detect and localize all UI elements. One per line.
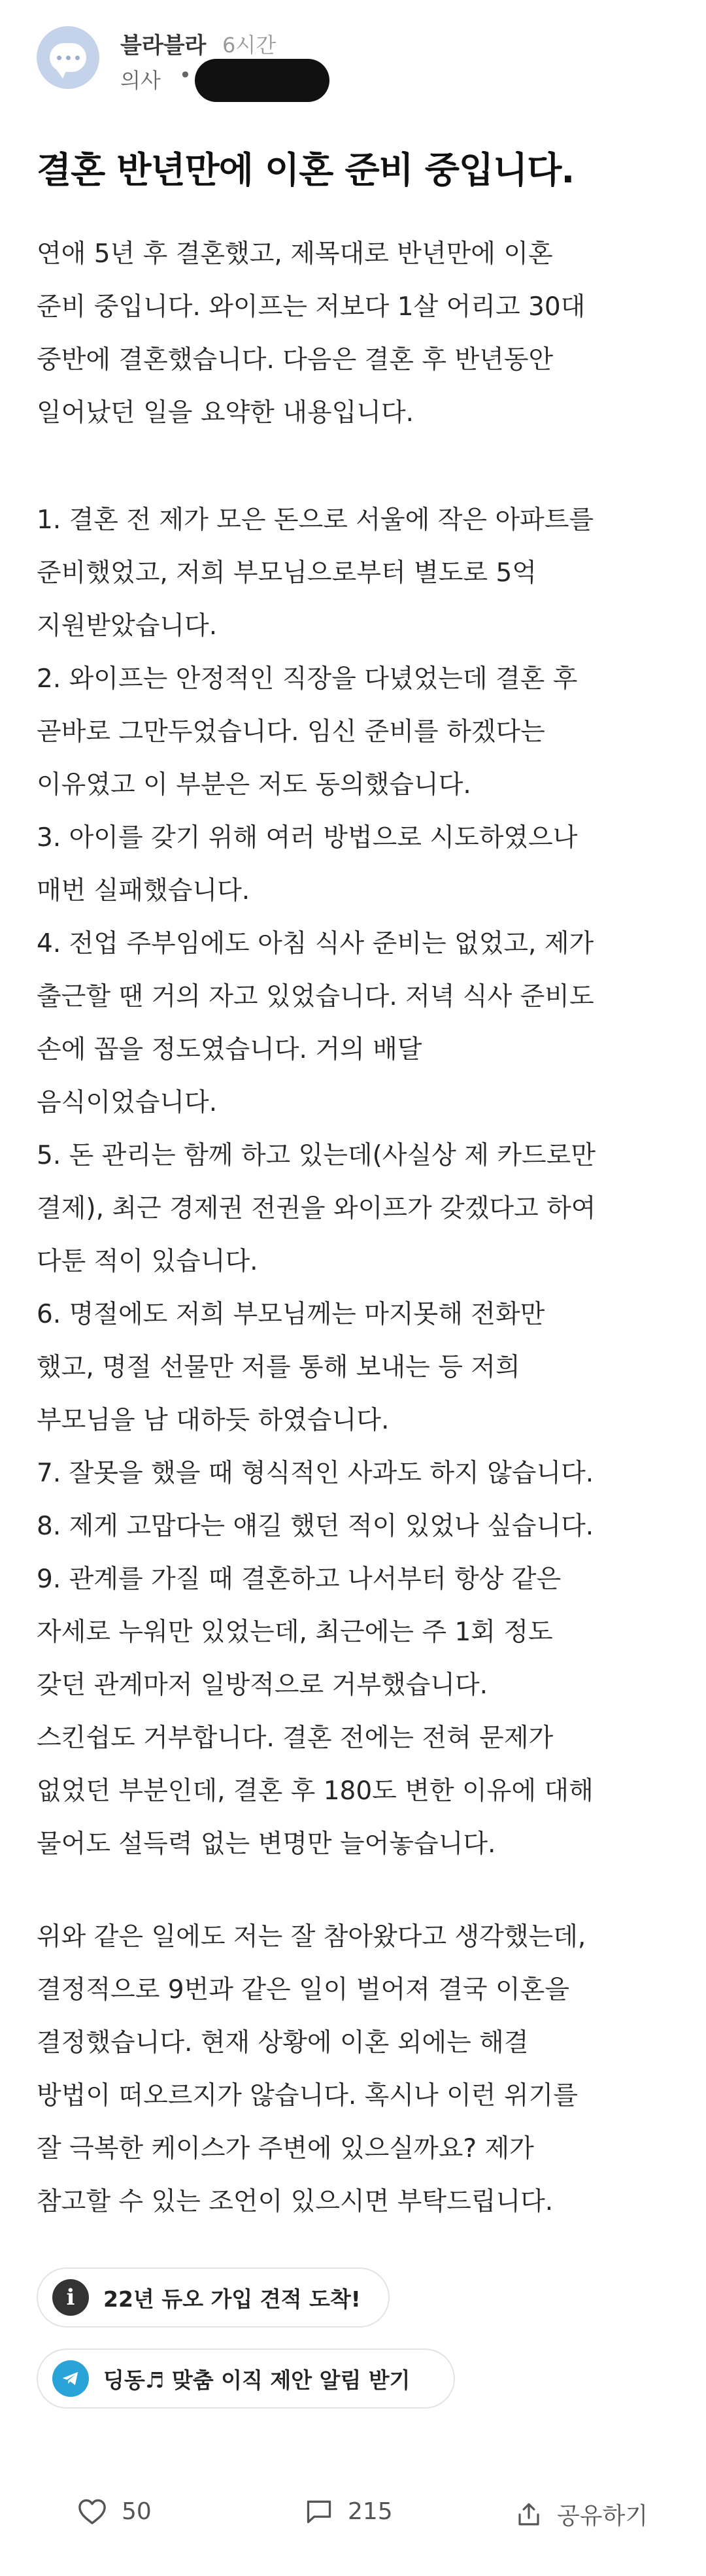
body-line: 곧바로 그만두었습니다. 임신 준비를 하겠다는 (37, 717, 545, 747)
comment-count: 215 (348, 2498, 393, 2525)
comment-icon (305, 2498, 333, 2525)
post-title: 결혼 반년만에 이혼 준비 중입니다. (37, 149, 575, 191)
body-line: 연애 5년 후 결혼했고, 제목대로 반년만에 이혼 (37, 239, 553, 269)
author-separator: • (179, 63, 192, 88)
post-intro (37, 228, 677, 439)
body-line: 준비 중입니다. 와이프는 저보다 1살 어리고 30대 (37, 292, 586, 322)
post-time: 6시간 (222, 33, 277, 58)
body-line: 방법이 떠오르지가 않습니다. 혹시나 이런 위기를 (37, 2081, 578, 2110)
body-line: 위와 같은 일에도 저는 잘 참아왔다고 생각했는데, (37, 1922, 586, 1952)
body-line: 4. 전업 주부임에도 아침 식사 준비는 없었고, 제가 (37, 929, 594, 958)
redacted-author-name (195, 59, 329, 102)
promo-button-job-alert[interactable] (37, 2348, 455, 2409)
body-line: 8. 제게 고맙다는 얘길 했던 적이 있었나 싶습니다. (37, 1512, 594, 1541)
body-line: 6. 명절에도 저희 부모님께는 마지못해 전화만 (37, 1300, 545, 1329)
body-line: 갖던 관계마저 일방적으로 거부했습니다. (37, 1670, 488, 1700)
body-line: 다툰 적이 있습니다. (37, 1247, 258, 1276)
comment-button[interactable] (305, 2498, 393, 2525)
body-line: 출근할 땐 거의 자고 있었습니다. 저녁 식사 준비도 (37, 982, 594, 1011)
body-line: 3. 아이를 갖기 위해 여러 방법으로 시도하였으나 (37, 823, 578, 853)
body-line: 잘 극복한 케이스가 주변에 있으실까요? 제가 (37, 2134, 534, 2163)
body-line: 없었던 부분인데, 결혼 후 180도 변한 이유에 대해 (37, 1776, 594, 1806)
promo-label: 딩동♬ 맞춤 이직 제안 알림 받기 (103, 2367, 411, 2393)
telegram-icon (52, 2360, 89, 2397)
body-line: 1. 결혼 전 제가 모은 돈으로 서울에 작은 아파트를 (37, 505, 594, 535)
share-icon (515, 2501, 543, 2528)
body-line: 이유였고 이 부분은 저도 동의했습니다. (37, 770, 471, 800)
body-line: 자세로 누워만 있었는데, 최근에는 주 1회 정도 (37, 1618, 553, 1647)
body-line: 결제), 최근 경제권 전권을 와이프가 갖겠다고 하여 (37, 1194, 596, 1223)
body-line: 지원받았습니다. (37, 611, 218, 641)
body-line: 매번 실패했습니다. (37, 876, 250, 906)
info-icon: i (52, 2279, 89, 2316)
body-line: 2. 와이프는 안정적인 직장을 다녔었는데 결혼 후 (37, 664, 578, 694)
heart-icon (77, 2498, 107, 2525)
share-button[interactable] (515, 2498, 648, 2531)
body-line: 부모님을 남 대하듯 하였습니다. (37, 1406, 390, 1435)
promo-label: 22년 듀오 가입 견적 도착! (103, 2286, 361, 2312)
body-line: 손에 꼽을 정도였습니다. 거의 배달 (37, 1035, 422, 1064)
board-name[interactable]: 블라블라 (120, 33, 207, 59)
body-line: 물어도 설득력 없는 변명만 늘어놓습니다. (37, 1829, 496, 1859)
author-job: 의사 (120, 68, 161, 93)
body-line: 5. 돈 관리는 함께 하고 있는데(사실상 제 카드로만 (37, 1141, 596, 1170)
promo-button-duo[interactable] (37, 2267, 390, 2328)
body-line: 준비했었고, 저희 부모님으로부터 별도로 5억 (37, 558, 537, 588)
body-line: 중반에 결혼했습니다. 다음은 결혼 후 반년동안 (37, 345, 554, 375)
post-footer (0, 2478, 706, 2556)
avatar[interactable] (37, 26, 99, 89)
post-header (37, 21, 669, 94)
body-line: 결정했습니다. 현재 상황에 이혼 외에는 해결 (37, 2028, 529, 2058)
like-button[interactable] (77, 2498, 152, 2525)
body-line: 참고할 수 있는 조언이 있으시면 부탁드립니다. (37, 2187, 554, 2216)
post-closing (37, 1910, 677, 2228)
body-line: 결정적으로 9번과 같은 일이 벌어져 결국 이혼을 (37, 1975, 570, 2005)
body-line: 했고, 명절 선물만 저를 통해 보내는 등 저희 (37, 1353, 520, 1382)
share-label: 공유하기 (557, 2503, 648, 2530)
chat-bubble-icon (50, 43, 86, 72)
body-line: 7. 잘못을 했을 때 형식적인 사과도 하지 않습니다. (37, 1459, 594, 1488)
body-line: 스킨쉽도 거부합니다. 결혼 전에는 전혀 문제가 (37, 1723, 554, 1753)
body-line: 음식이었습니다. (37, 1088, 218, 1117)
post-list (37, 494, 677, 1871)
body-line: 일어났던 일을 요약한 내용입니다. (37, 398, 414, 428)
body-line: 9. 관계를 가질 때 결혼하고 나서부터 항상 같은 (37, 1565, 562, 1594)
like-count: 50 (122, 2498, 152, 2525)
